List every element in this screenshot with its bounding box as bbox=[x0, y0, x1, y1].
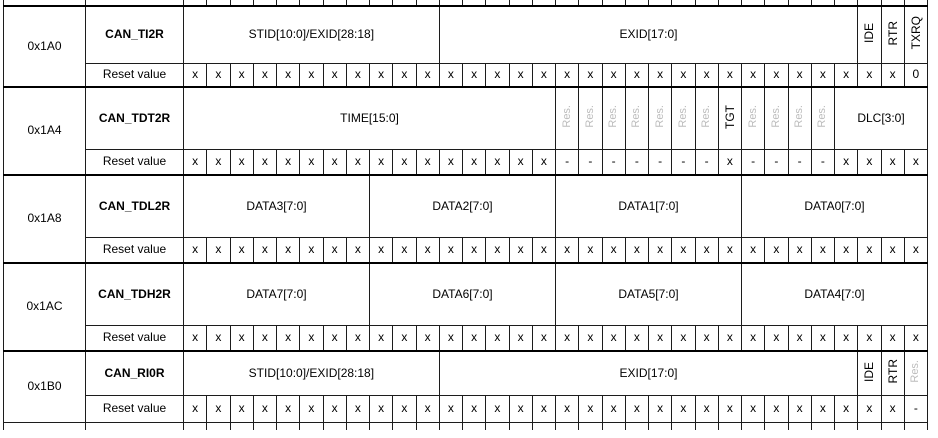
field-stid-exid: STID[10:0]/EXID[28:18] bbox=[184, 351, 440, 395]
reset-bit-cell: x bbox=[207, 395, 230, 422]
reset-bit-cell: x bbox=[509, 395, 532, 422]
reset-bit-cell: x bbox=[625, 395, 648, 422]
reset-bit-cell: x bbox=[253, 325, 276, 351]
reset-bit-cell: - bbox=[811, 149, 834, 175]
reset-value-row bbox=[4, 395, 928, 422]
reset-bit-cell: x bbox=[718, 237, 741, 263]
register-row-can-ti2r bbox=[4, 6, 928, 63]
field-exid: EXID[17:0] bbox=[439, 351, 858, 395]
cropped-grid-cell bbox=[532, 422, 555, 430]
reset-bit-cell: x bbox=[486, 237, 509, 263]
reset-bit-cell: - bbox=[695, 149, 718, 175]
field-reserved bbox=[579, 87, 602, 149]
field-txrq bbox=[904, 6, 927, 63]
reset-bit-cell: x bbox=[300, 63, 323, 87]
field-reserved bbox=[556, 87, 579, 149]
reset-bit-cell: x bbox=[346, 237, 369, 263]
field-rtr bbox=[881, 6, 904, 63]
reset-bit-cell: x bbox=[184, 237, 207, 263]
cropped-grid-cell bbox=[346, 422, 369, 430]
reset-bit-cell: x bbox=[602, 63, 625, 87]
field-tgt-label: TGT bbox=[722, 104, 737, 129]
register-name: CAN_TDH2R bbox=[86, 263, 184, 325]
field-data4: DATA4[7:0] bbox=[742, 263, 928, 325]
reset-bit-cell: x bbox=[904, 237, 927, 263]
reset-bit-cell: x bbox=[532, 325, 555, 351]
reset-bit-cell: x bbox=[881, 325, 904, 351]
reset-bit-cell: x bbox=[277, 63, 300, 87]
reset-bit-cell: x bbox=[811, 63, 834, 87]
cropped-grid-cell bbox=[323, 422, 346, 430]
cropped-grid-cell bbox=[370, 422, 393, 430]
reset-bit-cell: x bbox=[649, 237, 672, 263]
register-row-can-tdh2r bbox=[4, 263, 928, 325]
reset-bit-cell: x bbox=[858, 237, 881, 263]
reset-bit-cell: x bbox=[765, 237, 788, 263]
reset-bit-cell: x bbox=[463, 325, 486, 351]
reset-bit-cell: x bbox=[509, 237, 532, 263]
reset-bit-cell: x bbox=[346, 149, 369, 175]
reset-bit-cell: x bbox=[788, 325, 811, 351]
reset-value-row bbox=[4, 63, 928, 87]
field-reserved-label: Res. bbox=[653, 105, 666, 128]
reset-bit-cell: x bbox=[439, 149, 462, 175]
field-reserved-label: Res. bbox=[746, 105, 759, 128]
cropped-grid-cell bbox=[625, 422, 648, 430]
reset-bit-cell: x bbox=[835, 149, 858, 175]
reset-bit-cell: x bbox=[532, 237, 555, 263]
field-reserved-label: Res. bbox=[676, 105, 689, 128]
reset-bit-cell: x bbox=[718, 63, 741, 87]
reset-bit-cell: - bbox=[742, 149, 765, 175]
reset-bit-cell: x bbox=[393, 325, 416, 351]
cropped-grid-cell bbox=[184, 422, 207, 430]
cropped-grid-cell bbox=[835, 422, 858, 430]
field-ide-label: IDE bbox=[862, 23, 877, 44]
reset-bit-cell: x bbox=[486, 63, 509, 87]
reset-bit-cell: - bbox=[625, 149, 648, 175]
reset-bit-cell: x bbox=[416, 237, 439, 263]
reset-bit-cell: x bbox=[230, 325, 253, 351]
reset-bit-cell: x bbox=[370, 395, 393, 422]
reset-bit-cell: - bbox=[649, 149, 672, 175]
reset-bit-cell: x bbox=[858, 325, 881, 351]
reset-bit-cell: x bbox=[346, 395, 369, 422]
cropped-grid-cell bbox=[672, 422, 695, 430]
reset-bit-cell: x bbox=[463, 237, 486, 263]
field-tgt bbox=[718, 87, 741, 149]
register-offset: 0x1B0 bbox=[4, 351, 86, 422]
reset-bit-cell: x bbox=[253, 63, 276, 87]
cropped-grid-cell bbox=[253, 422, 276, 430]
reset-bit-cell: x bbox=[509, 149, 532, 175]
field-reserved bbox=[788, 87, 811, 149]
cropped-grid-cell bbox=[277, 422, 300, 430]
cropped-grid-cell bbox=[579, 422, 602, 430]
cropped-grid-cell bbox=[509, 422, 532, 430]
reset-bit-cell: - bbox=[579, 149, 602, 175]
reset-bit-cell: x bbox=[393, 395, 416, 422]
reset-value-label: Reset value bbox=[86, 149, 184, 175]
cropped-grid-cell bbox=[718, 422, 741, 430]
reset-value-label: Reset value bbox=[86, 325, 184, 351]
reset-bit-cell: x bbox=[602, 395, 625, 422]
reset-bit-cell: x bbox=[463, 63, 486, 87]
reset-bit-cell: - bbox=[672, 149, 695, 175]
reset-bit-cell: x bbox=[602, 325, 625, 351]
reset-bit-cell: x bbox=[253, 149, 276, 175]
reset-bit-cell: x bbox=[416, 63, 439, 87]
reset-bit-cell: x bbox=[439, 395, 462, 422]
reset-bit-cell: x bbox=[370, 237, 393, 263]
reset-bit-cell: x bbox=[439, 237, 462, 263]
reset-bit-cell: x bbox=[695, 63, 718, 87]
reset-bit-cell: - bbox=[765, 149, 788, 175]
cropped-grid-cell bbox=[439, 422, 462, 430]
reset-bit-cell: x bbox=[742, 325, 765, 351]
reset-bit-cell: x bbox=[602, 237, 625, 263]
reset-bit-cell: x bbox=[579, 237, 602, 263]
reset-bit-cell: x bbox=[858, 395, 881, 422]
reset-bit-cell: x bbox=[416, 325, 439, 351]
register-name: CAN_TDL2R bbox=[86, 175, 184, 237]
reset-bit-cell: x bbox=[532, 63, 555, 87]
field-reserved bbox=[649, 87, 672, 149]
register-offset: 0x1A0 bbox=[4, 6, 86, 87]
reset-bit-cell: - bbox=[602, 149, 625, 175]
register-offset: 0x1A8 bbox=[4, 175, 86, 263]
register-row-can-tdl2r bbox=[4, 175, 928, 237]
cropped-grid-cell bbox=[788, 422, 811, 430]
reset-bit-cell: x bbox=[556, 237, 579, 263]
reset-bit-cell: x bbox=[579, 395, 602, 422]
reset-bit-cell: x bbox=[184, 63, 207, 87]
reset-bit-cell: x bbox=[788, 63, 811, 87]
reset-bit-cell: x bbox=[765, 63, 788, 87]
reset-bit-cell: x bbox=[649, 325, 672, 351]
reset-bit-cell: - bbox=[788, 149, 811, 175]
cropped-grid-cell bbox=[904, 422, 927, 430]
reset-bit-cell: x bbox=[323, 63, 346, 87]
cropped-grid-cell bbox=[602, 422, 625, 430]
reset-bit-cell: x bbox=[881, 63, 904, 87]
reset-bit-cell: x bbox=[695, 237, 718, 263]
register-offset: 0x1A4 bbox=[4, 87, 86, 175]
reset-value-row bbox=[4, 325, 928, 351]
reset-bit-cell: x bbox=[463, 395, 486, 422]
reset-bit-cell: x bbox=[672, 237, 695, 263]
reset-bit-cell: x bbox=[532, 395, 555, 422]
field-dlc: DLC[3:0] bbox=[835, 87, 928, 149]
cropped-grid-cell bbox=[486, 422, 509, 430]
reset-bit-cell: - bbox=[904, 395, 927, 422]
reset-bit-cell: x bbox=[835, 63, 858, 87]
reset-bit-cell: x bbox=[742, 395, 765, 422]
field-data5: DATA5[7:0] bbox=[556, 263, 742, 325]
register-row-can-ri0r bbox=[4, 351, 928, 395]
cropped-grid-cell bbox=[858, 422, 881, 430]
reset-bit-cell: x bbox=[346, 325, 369, 351]
reset-bit-cell: x bbox=[253, 395, 276, 422]
reset-bit-cell: x bbox=[439, 63, 462, 87]
field-data3: DATA3[7:0] bbox=[184, 175, 370, 237]
reset-bit-cell: x bbox=[625, 325, 648, 351]
field-txrq-label: TXRQ bbox=[908, 16, 923, 50]
reset-bit-cell: x bbox=[184, 149, 207, 175]
field-rtr-label: RTR bbox=[885, 359, 900, 384]
reset-bit-cell: x bbox=[346, 63, 369, 87]
field-reserved bbox=[602, 87, 625, 149]
reset-value-label: Reset value bbox=[86, 237, 184, 263]
reset-bit-cell: x bbox=[881, 237, 904, 263]
reset-bit-cell: x bbox=[765, 395, 788, 422]
field-ide-label: IDE bbox=[862, 361, 877, 382]
cropped-grid-cell bbox=[393, 422, 416, 430]
reset-bit-cell: x bbox=[532, 149, 555, 175]
reset-bit-cell: - bbox=[556, 149, 579, 175]
cropped-row-bottom bbox=[4, 422, 928, 430]
field-reserved-label: Res. bbox=[909, 360, 922, 383]
reset-bit-cell: 0 bbox=[904, 63, 927, 87]
reset-bit-cell: x bbox=[370, 149, 393, 175]
register-offset: 0x1AC bbox=[4, 263, 86, 351]
field-reserved-label: Res. bbox=[793, 105, 806, 128]
reset-bit-cell: x bbox=[323, 149, 346, 175]
reset-bit-cell: x bbox=[393, 237, 416, 263]
field-reserved bbox=[742, 87, 765, 149]
cropped-grid-cell bbox=[86, 422, 184, 430]
reset-bit-cell: x bbox=[742, 63, 765, 87]
cropped-grid-cell bbox=[881, 422, 904, 430]
reset-value-label: Reset value bbox=[86, 63, 184, 87]
reset-bit-cell: x bbox=[556, 395, 579, 422]
field-reserved bbox=[625, 87, 648, 149]
reset-bit-cell: x bbox=[300, 395, 323, 422]
field-reserved bbox=[765, 87, 788, 149]
reset-bit-cell: x bbox=[509, 325, 532, 351]
cropped-grid-cell bbox=[230, 422, 253, 430]
register-row-can-tdt2r bbox=[4, 87, 928, 149]
reset-bit-cell: x bbox=[393, 149, 416, 175]
reset-bit-cell: x bbox=[811, 395, 834, 422]
reset-bit-cell: x bbox=[718, 395, 741, 422]
reset-value-label: Reset value bbox=[86, 395, 184, 422]
field-reserved-label: Res. bbox=[700, 105, 713, 128]
reset-bit-cell: x bbox=[881, 395, 904, 422]
reset-bit-cell: x bbox=[556, 325, 579, 351]
reset-bit-cell: x bbox=[300, 237, 323, 263]
reset-bit-cell: x bbox=[230, 63, 253, 87]
cropped-grid-cell bbox=[695, 422, 718, 430]
field-reserved-label: Res. bbox=[583, 105, 596, 128]
reset-bit-cell: x bbox=[649, 395, 672, 422]
reset-bit-cell: x bbox=[416, 395, 439, 422]
cropped-grid-cell bbox=[4, 422, 86, 430]
reset-bit-cell: x bbox=[835, 325, 858, 351]
reset-bit-cell: x bbox=[904, 325, 927, 351]
reset-bit-cell: x bbox=[858, 63, 881, 87]
reset-bit-cell: x bbox=[579, 63, 602, 87]
field-exid: EXID[17:0] bbox=[439, 6, 858, 63]
reset-bit-cell: x bbox=[835, 237, 858, 263]
field-ide bbox=[858, 6, 881, 63]
field-data6: DATA6[7:0] bbox=[370, 263, 556, 325]
reset-bit-cell: x bbox=[207, 237, 230, 263]
reset-bit-cell: x bbox=[718, 325, 741, 351]
field-data7: DATA7[7:0] bbox=[184, 263, 370, 325]
reset-bit-cell: x bbox=[184, 325, 207, 351]
reset-bit-cell: x bbox=[300, 325, 323, 351]
reset-bit-cell: x bbox=[881, 149, 904, 175]
cropped-grid-cell bbox=[556, 422, 579, 430]
field-reserved-label: Res. bbox=[560, 105, 573, 128]
register-name: CAN_TDT2R bbox=[86, 87, 184, 149]
cropped-grid-cell bbox=[416, 422, 439, 430]
reset-bit-cell: x bbox=[486, 149, 509, 175]
reset-bit-cell: x bbox=[207, 325, 230, 351]
reset-bit-cell: x bbox=[230, 395, 253, 422]
field-reserved-label: Res. bbox=[769, 105, 782, 128]
reset-bit-cell: x bbox=[323, 237, 346, 263]
register-name: CAN_RI0R bbox=[86, 351, 184, 395]
reset-bit-cell: x bbox=[486, 325, 509, 351]
register-map-table bbox=[3, 0, 928, 430]
register-name: CAN_TI2R bbox=[86, 6, 184, 63]
reset-bit-cell: x bbox=[393, 63, 416, 87]
cropped-grid-cell bbox=[742, 422, 765, 430]
cropped-grid-cell bbox=[649, 422, 672, 430]
reset-bit-cell: x bbox=[835, 395, 858, 422]
field-data2: DATA2[7:0] bbox=[370, 175, 556, 237]
reset-bit-cell: x bbox=[811, 325, 834, 351]
reset-bit-cell: x bbox=[207, 63, 230, 87]
reset-value-row bbox=[4, 149, 928, 175]
reset-bit-cell: x bbox=[253, 237, 276, 263]
reset-bit-cell: x bbox=[695, 325, 718, 351]
field-stid-exid: STID[10:0]/EXID[28:18] bbox=[184, 6, 440, 63]
field-reserved-label: Res. bbox=[816, 105, 829, 128]
reset-bit-cell: x bbox=[672, 325, 695, 351]
reset-bit-cell: x bbox=[277, 395, 300, 422]
reset-bit-cell: x bbox=[672, 395, 695, 422]
reset-bit-cell: x bbox=[509, 63, 532, 87]
reset-bit-cell: x bbox=[300, 149, 323, 175]
reset-bit-cell: x bbox=[625, 63, 648, 87]
field-reserved-label: Res. bbox=[630, 105, 643, 128]
field-data0: DATA0[7:0] bbox=[742, 175, 928, 237]
reset-bit-cell: x bbox=[277, 149, 300, 175]
reset-bit-cell: x bbox=[858, 149, 881, 175]
reset-bit-cell: x bbox=[370, 63, 393, 87]
reset-value-row bbox=[4, 237, 928, 263]
field-rtr-label: RTR bbox=[885, 20, 900, 46]
cropped-grid-cell bbox=[207, 422, 230, 430]
reset-bit-cell: x bbox=[230, 237, 253, 263]
reset-bit-cell: x bbox=[742, 237, 765, 263]
reset-bit-cell: x bbox=[649, 63, 672, 87]
reset-bit-cell: x bbox=[556, 63, 579, 87]
reset-bit-cell: x bbox=[184, 395, 207, 422]
reset-bit-cell: x bbox=[230, 149, 253, 175]
field-reserved bbox=[811, 87, 834, 149]
reset-bit-cell: x bbox=[277, 325, 300, 351]
reset-bit-cell: x bbox=[370, 325, 393, 351]
field-rtr bbox=[881, 351, 904, 395]
field-reserved bbox=[695, 87, 718, 149]
reset-bit-cell: x bbox=[486, 395, 509, 422]
field-ide bbox=[858, 351, 881, 395]
reset-bit-cell: x bbox=[579, 325, 602, 351]
reset-bit-cell: x bbox=[765, 325, 788, 351]
cropped-grid-cell bbox=[463, 422, 486, 430]
field-time: TIME[15:0] bbox=[184, 87, 556, 149]
field-reserved bbox=[904, 351, 927, 395]
reset-bit-cell: x bbox=[207, 149, 230, 175]
reset-bit-cell: x bbox=[695, 395, 718, 422]
reset-bit-cell: x bbox=[416, 149, 439, 175]
reset-bit-cell: x bbox=[625, 237, 648, 263]
reset-bit-cell: x bbox=[718, 149, 741, 175]
reset-bit-cell: x bbox=[904, 149, 927, 175]
reset-bit-cell: x bbox=[463, 149, 486, 175]
reset-bit-cell: x bbox=[277, 237, 300, 263]
reset-bit-cell: x bbox=[788, 237, 811, 263]
reset-bit-cell: x bbox=[323, 395, 346, 422]
reset-bit-cell: x bbox=[323, 325, 346, 351]
cropped-grid-cell bbox=[300, 422, 323, 430]
reset-bit-cell: x bbox=[439, 325, 462, 351]
field-data1: DATA1[7:0] bbox=[556, 175, 742, 237]
field-reserved bbox=[672, 87, 695, 149]
reset-bit-cell: x bbox=[672, 63, 695, 87]
reset-bit-cell: x bbox=[788, 395, 811, 422]
cropped-grid-cell bbox=[811, 422, 834, 430]
field-reserved-label: Res. bbox=[607, 105, 620, 128]
cropped-grid-cell bbox=[765, 422, 788, 430]
reset-bit-cell: x bbox=[811, 237, 834, 263]
